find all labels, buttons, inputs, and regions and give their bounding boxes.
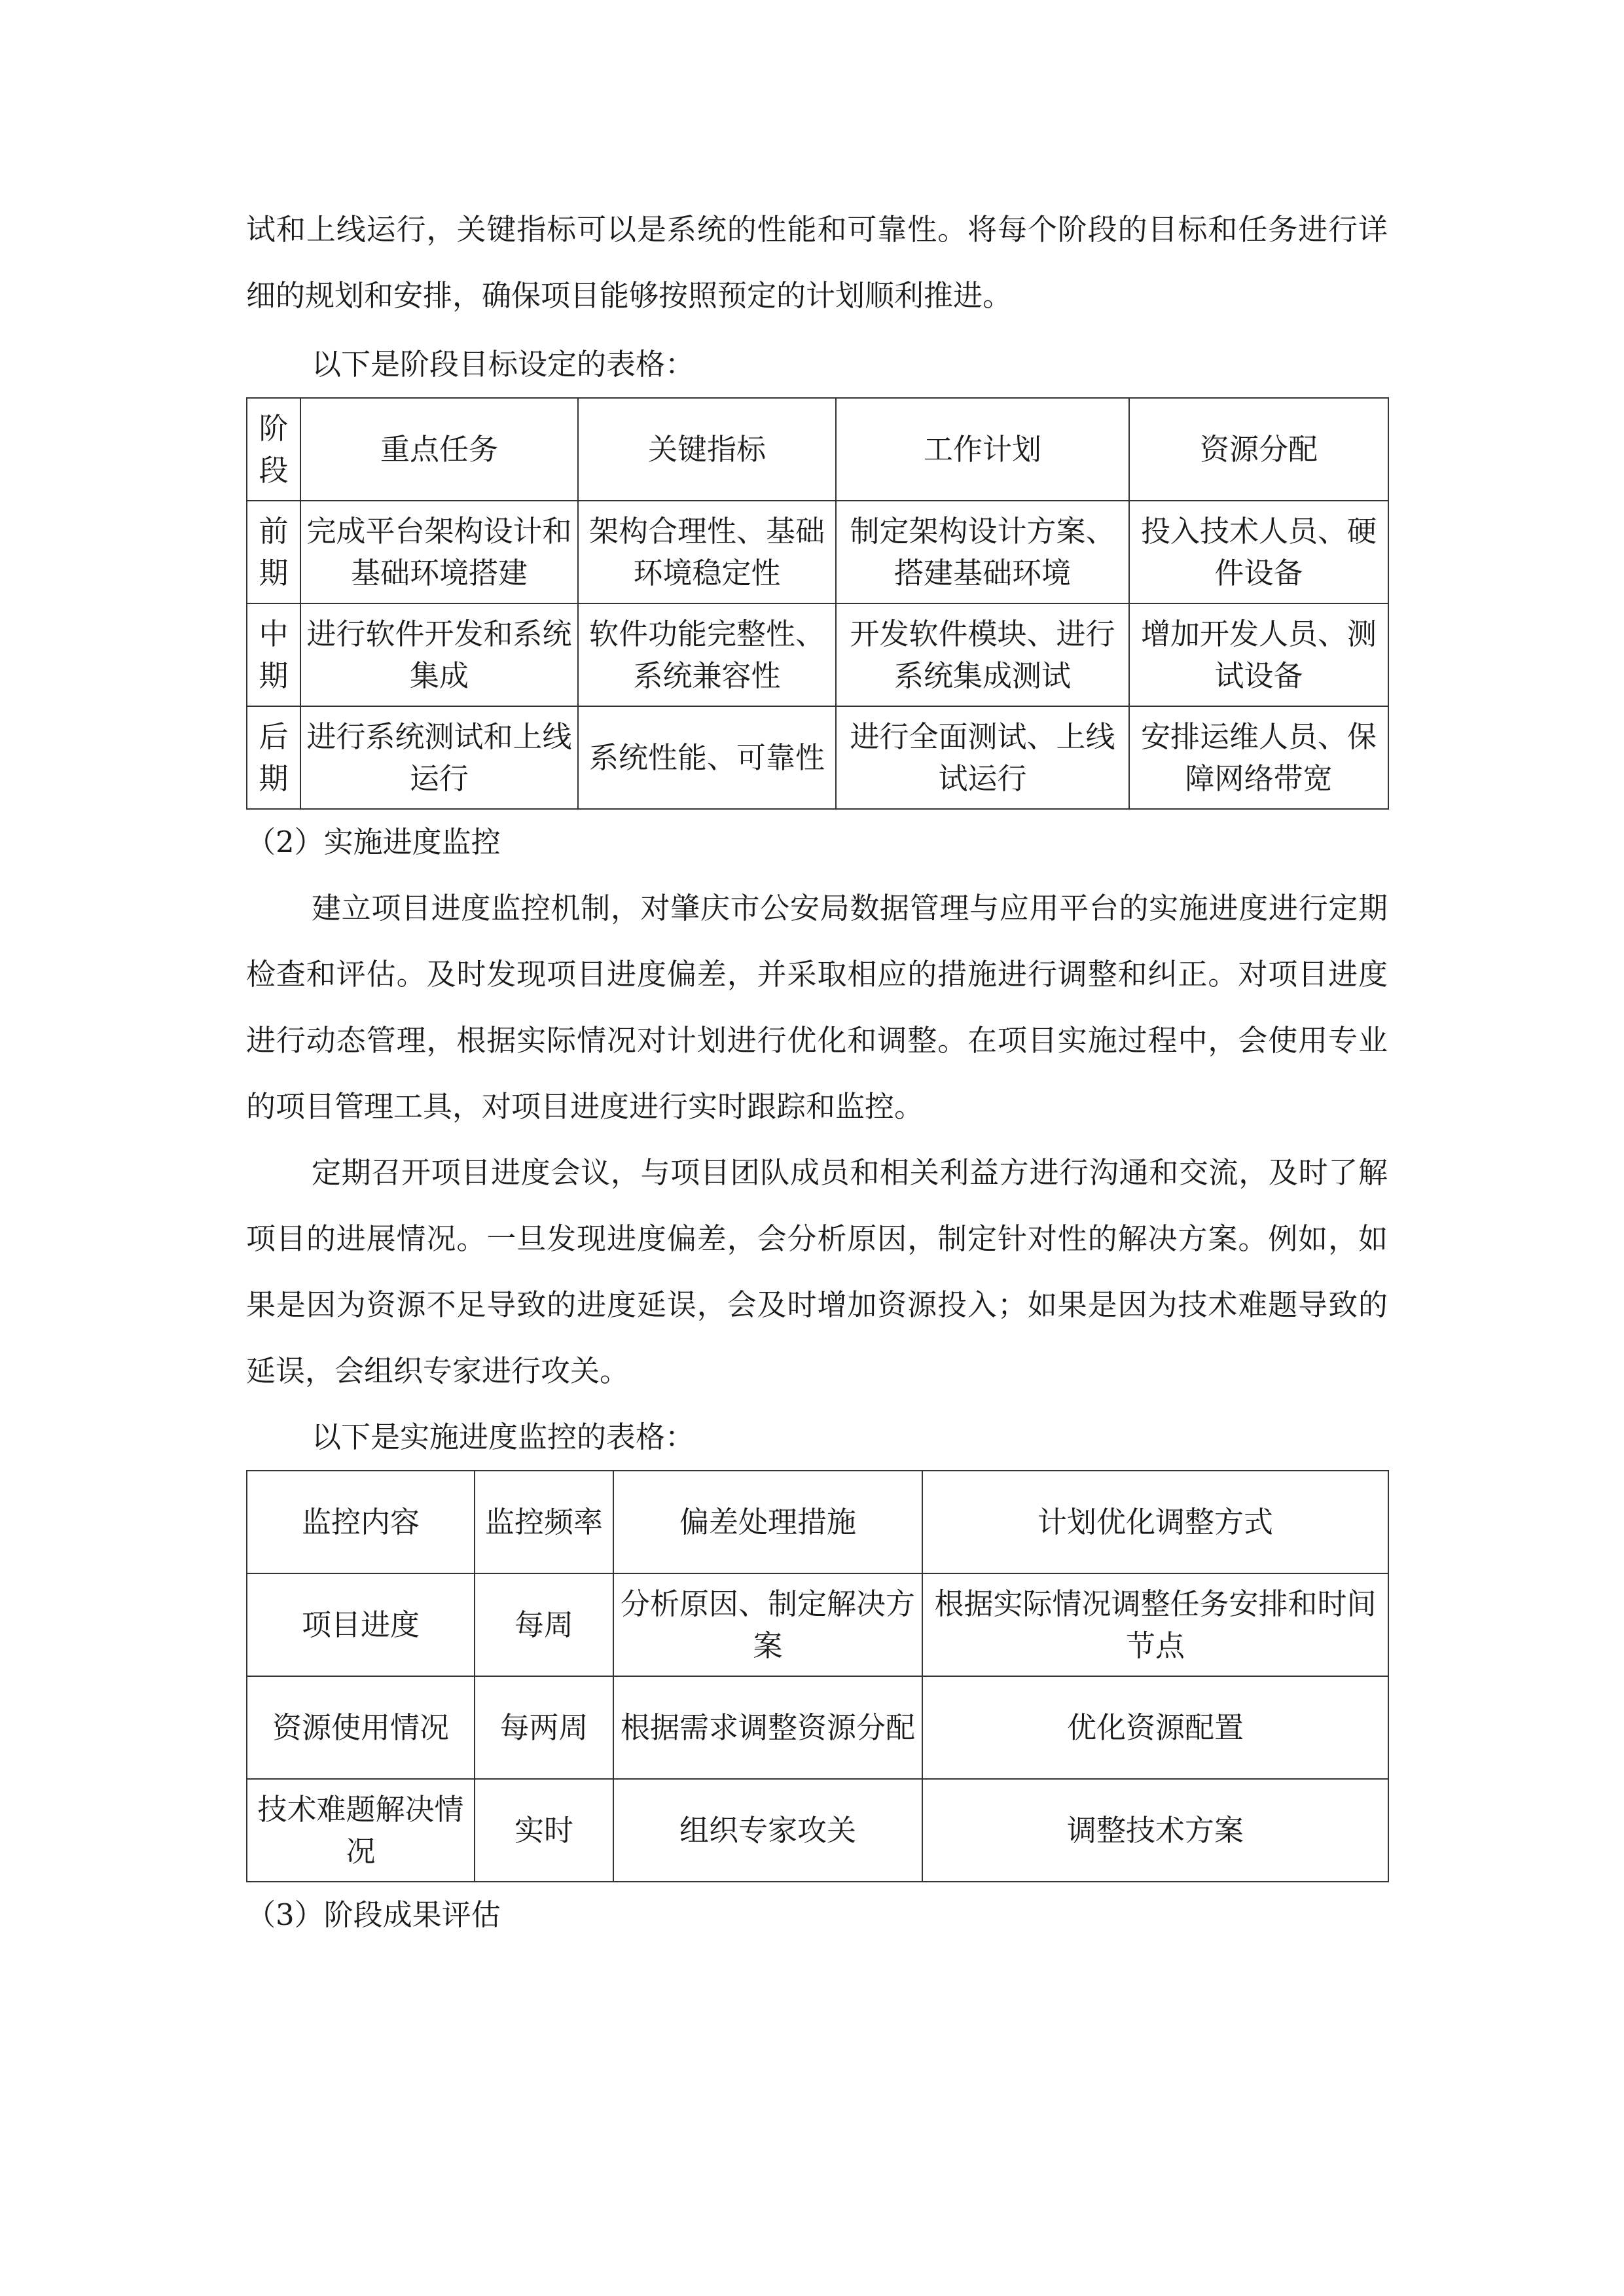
section-heading-progress-monitoring: （2）实施进度监控: [246, 825, 501, 859]
table-cell: 开发软件模块、进行系统集成测试: [836, 603, 1129, 706]
paragraph-progress-meetings: 定期召开项目进度会议，与项目团队成员和相关利益方进行沟通和交流，及时了解项目的进展情况。一旦发现进度偏差，会分析原因，制定针对性的解决方案。例如，如果是因为资源不足导致的进度延误，会及时增加资源投入；如果是因为技术难题导致的延误，会组织专家进行攻关。: [246, 1155, 1388, 1388]
paragraph-monitoring-mechanism: 建立项目进度监控机制，对肇庆市公安局数据管理与应用平台的实施进度进行定期检查和评估。及时发现项目进度偏差，并采取相应的措施进行调整和纠正。对项目进度进行动态管理，根据实际情况对计划进行优化和调整。在项目实施过程中，会使用专业的项目管理工具，对项目进度进行实时跟踪和监控。: [246, 891, 1388, 1124]
header-cell: 重点任务: [300, 398, 578, 501]
header-cell: 阶段: [247, 398, 300, 501]
table-cell: 进行软件开发和系统集成: [300, 603, 578, 706]
table-cell: 根据实际情况调整任务安排和时间节点: [922, 1573, 1388, 1676]
table-cell: 资源使用情况: [247, 1676, 475, 1779]
table-cell: 架构合理性、基础环境稳定性: [578, 501, 836, 603]
table-cell: 调整技术方案: [922, 1779, 1388, 1882]
table-row: [247, 1676, 1388, 1779]
table-cell: 软件功能完整性、系统兼容性: [578, 603, 836, 706]
stage-goals-table: [246, 397, 1389, 810]
table-cell: 实时: [475, 1779, 613, 1882]
table-cell: 根据需求调整资源分配: [613, 1676, 922, 1779]
table-cell: 系统性能、可靠性: [578, 706, 836, 809]
table-cell: 前期: [247, 501, 300, 603]
section-heading-stage-evaluation: （3）阶段成果评估: [246, 1897, 501, 1932]
table-header-row: [247, 1471, 1388, 1573]
table-cell: 分析原因、制定解决方案: [613, 1573, 922, 1676]
table-cell: 组织专家攻关: [613, 1779, 922, 1882]
header-cell: 监控频率: [475, 1471, 613, 1573]
table-cell: 制定架构设计方案、搭建基础环境: [836, 501, 1129, 603]
progress-monitoring-table: [246, 1470, 1389, 1882]
table-cell: 每两周: [475, 1676, 613, 1779]
table-cell: 每周: [475, 1573, 613, 1676]
table-cell: 完成平台架构设计和基础环境搭建: [300, 501, 578, 603]
header-cell: 关键指标: [578, 398, 836, 501]
header-cell: 偏差处理措施: [613, 1471, 922, 1573]
table1-intro: 以下是阶段目标设定的表格：: [312, 347, 695, 382]
table-cell: 技术难题解决情况: [247, 1779, 475, 1882]
document-page: [246, 196, 1388, 1948]
table2-intro: 以下是实施进度监控的表格：: [312, 1420, 695, 1454]
table-cell: 进行全面测试、上线试运行: [836, 706, 1129, 809]
header-cell: 工作计划: [836, 398, 1129, 501]
table-cell: 项目进度: [247, 1573, 475, 1676]
header-cell: 监控内容: [247, 1471, 475, 1573]
table-header-row: [247, 398, 1388, 501]
table-cell: 安排运维人员、保障网络带宽: [1129, 706, 1388, 809]
table-cell: 投入技术人员、硬件设备: [1129, 501, 1388, 603]
table-cell: 中期: [247, 603, 300, 706]
table-row: [247, 706, 1388, 809]
table-cell: 优化资源配置: [922, 1676, 1388, 1779]
table-row: [247, 1573, 1388, 1676]
table-row: [247, 603, 1388, 706]
header-cell: 计划优化调整方式: [922, 1471, 1388, 1573]
table-cell: 后期: [247, 706, 300, 809]
table-row: [247, 1779, 1388, 1882]
header-cell: 资源分配: [1129, 398, 1388, 501]
paragraph-continuation: 试和上线运行，关键指标可以是系统的性能和可靠性。将每个阶段的目标和任务进行详细的规划和安排，确保项目能够按照预定的计划顺利推进。: [246, 212, 1388, 313]
table-cell: 进行系统测试和上线运行: [300, 706, 578, 809]
table-row: [247, 501, 1388, 603]
table-cell: 增加开发人员、测试设备: [1129, 603, 1388, 706]
